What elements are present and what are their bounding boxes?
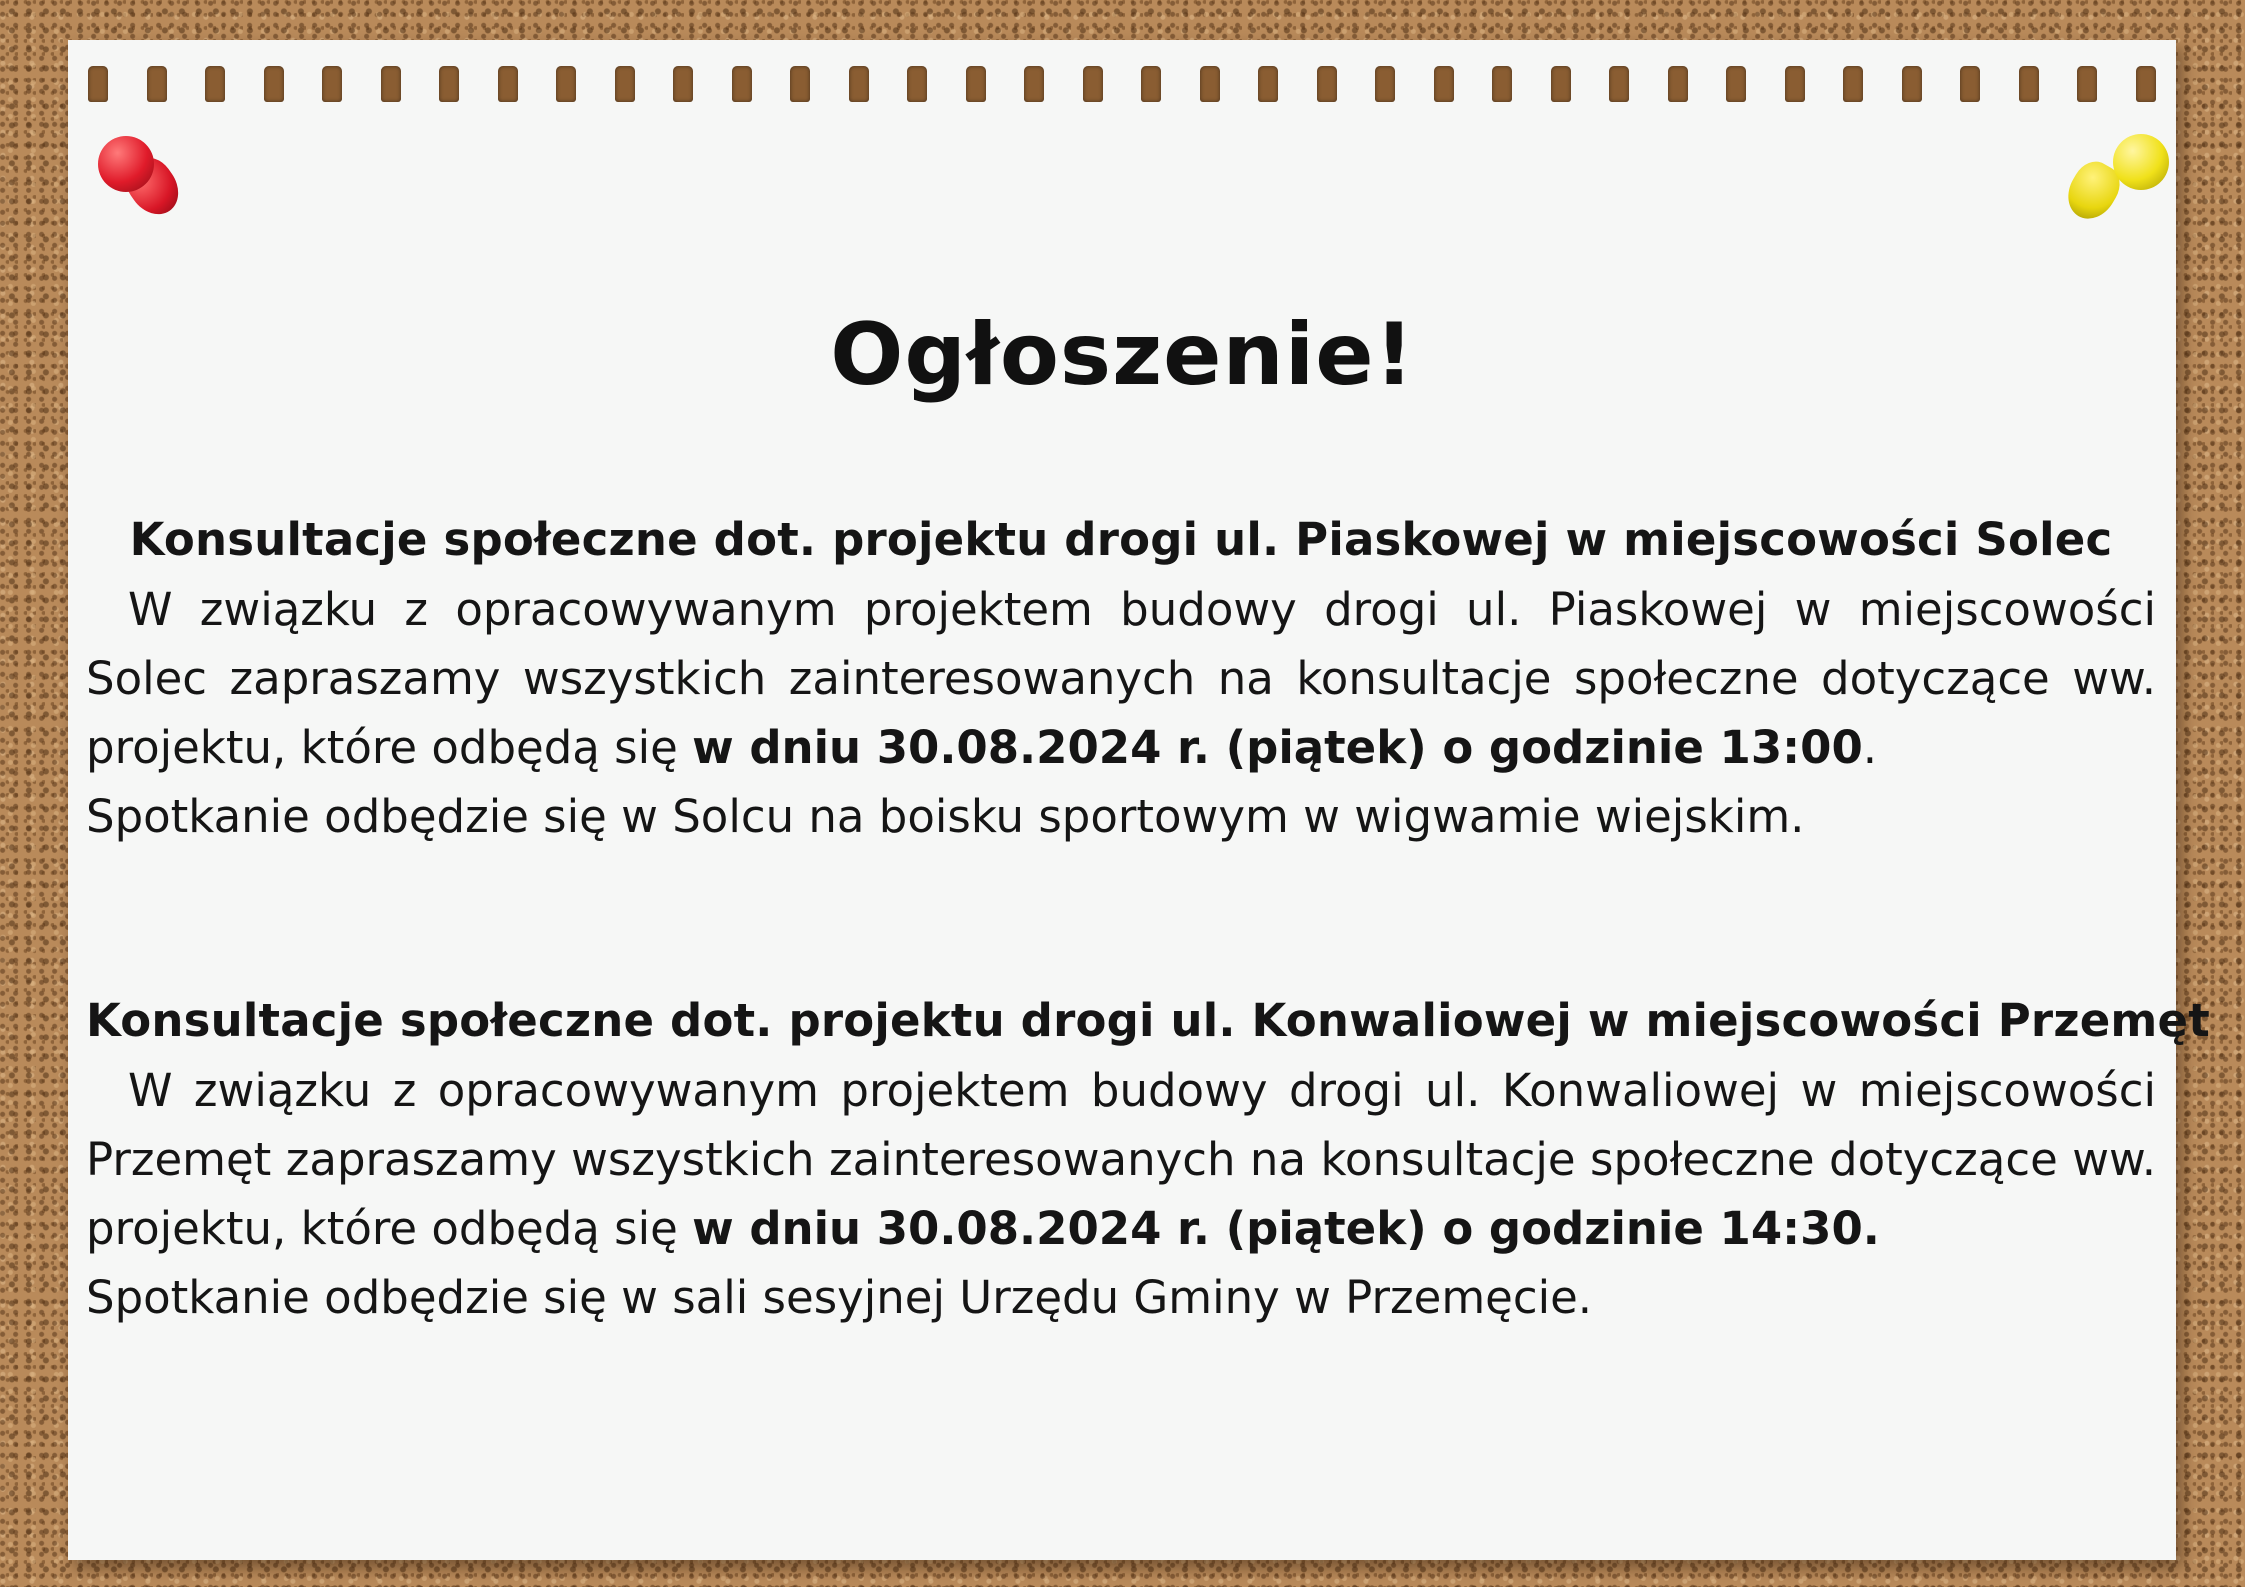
tear-hole bbox=[1609, 66, 1629, 102]
tear-hole bbox=[907, 66, 927, 102]
meeting-date-time: w dniu 30.08.2024 r. (piątek) o godzinie 13:00 bbox=[692, 721, 1863, 774]
section-paragraph bbox=[86, 1056, 2156, 1263]
tear-hole bbox=[1492, 66, 1512, 102]
tear-hole bbox=[1083, 66, 1103, 102]
tear-hole bbox=[1375, 66, 1395, 102]
meeting-date-time: w dniu 30.08.2024 r. (piątek) o godzinie 14:30. bbox=[692, 1202, 1880, 1255]
tear-hole bbox=[1726, 66, 1746, 102]
tear-hole bbox=[1200, 66, 1220, 102]
tear-hole bbox=[1434, 66, 1454, 102]
tear-hole bbox=[2019, 66, 2039, 102]
tear-hole bbox=[556, 66, 576, 102]
tear-hole bbox=[381, 66, 401, 102]
tear-hole bbox=[1551, 66, 1571, 102]
meeting-location: Spotkanie odbędzie się w sali sesyjnej Urzędu Gminy w Przemęcie. bbox=[86, 1271, 1593, 1324]
tear-hole bbox=[1024, 66, 1044, 102]
meeting-location: Spotkanie odbędzie się w Solcu na boisku sportowym w wigwamie wiejskim. bbox=[86, 790, 1805, 843]
tear-hole bbox=[1258, 66, 1278, 102]
tear-hole bbox=[966, 66, 986, 102]
section-heading: Konsultacje społeczne dot. projektu drogi ul. Konwaliowej w miejscowości Przemęt bbox=[86, 994, 2210, 1047]
tear-hole bbox=[2136, 66, 2156, 102]
section-intro: W związku z opracowywanym projektem budowy drogi ul. Konwaliowej w miejscowości Przemęt zapraszamy wszystkich zainteresowanych na konsultacje społeczne dotyczące ww. projektu, które odbędą się bbox=[86, 1064, 2156, 1255]
tear-hole bbox=[849, 66, 869, 102]
tear-hole bbox=[147, 66, 167, 102]
date-suffix: . bbox=[1862, 721, 1878, 774]
page-title: Ogłoszenie! bbox=[830, 305, 1415, 405]
tear-hole bbox=[1141, 66, 1161, 102]
section-heading: Konsultacje społeczne dot. projektu drogi ul. Piaskowej w miejscowości Solec bbox=[129, 513, 2113, 566]
tear-hole bbox=[1317, 66, 1337, 102]
announcement-section-przemet bbox=[86, 986, 2210, 1332]
section-paragraph bbox=[86, 575, 2156, 782]
tear-hole bbox=[1960, 66, 1980, 102]
tear-hole bbox=[439, 66, 459, 102]
notebook-tear-holes bbox=[88, 66, 2156, 104]
tear-hole bbox=[498, 66, 518, 102]
yellow-pushpin-icon bbox=[68, 40, 132, 104]
tear-hole bbox=[790, 66, 810, 102]
tear-hole bbox=[1843, 66, 1863, 102]
tear-hole bbox=[615, 66, 635, 102]
tear-hole bbox=[2077, 66, 2097, 102]
tear-hole bbox=[1668, 66, 1688, 102]
tear-hole bbox=[732, 66, 752, 102]
announcement-section-solec bbox=[86, 505, 2156, 851]
tear-hole bbox=[1785, 66, 1805, 102]
tear-hole bbox=[205, 66, 225, 102]
tear-hole bbox=[1902, 66, 1922, 102]
tear-hole bbox=[322, 66, 342, 102]
tear-hole bbox=[673, 66, 693, 102]
tear-hole bbox=[264, 66, 284, 102]
section-intro: W związku z opracowywanym projektem budowy drogi ul. Piaskowej w miejscowości Solec zapraszamy wszystkich zainteresowanych na konsultacje społeczne dotyczące ww. projektu, które odbędą się bbox=[86, 583, 2156, 774]
